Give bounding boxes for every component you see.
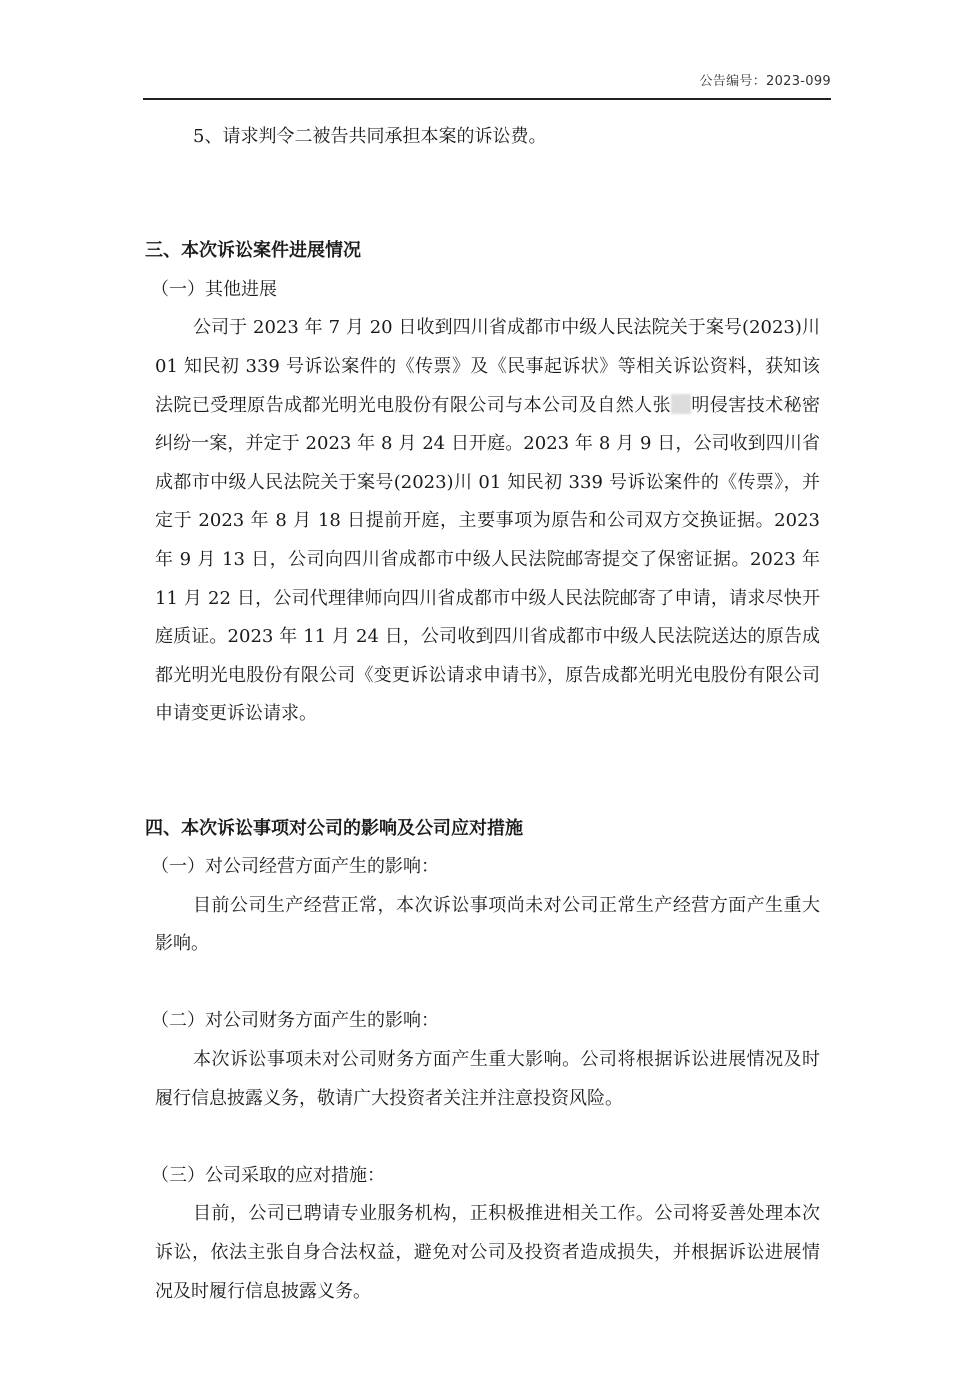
- section-4-3-paragraph: 目前，公司已聘请专业服务机构，正积极推进相关工作。公司将妥善处理本次诉讼，依法主张自身合法权益，避免对公司及投资者造成损失，并根据诉讼进展情况及时履行信息披露义务。: [155, 1203, 820, 1302]
- section-3-heading: 三、本次诉讼案件进展情况: [145, 240, 361, 262]
- spacer: [155, 1118, 820, 1157]
- section-4-2-paragraph: 本次诉讼事项未对公司财务方面产生重大影响。公司将根据诉讼进展情况及时履行信息披露义务，敬请广大投资者关注并注意投资风险。: [155, 1049, 820, 1109]
- spacer: [155, 773, 820, 810]
- page-header: [143, 68, 831, 100]
- section-4-3-label: （三）公司采取的应对措施：: [151, 1164, 385, 1186]
- announcement-number: 公告编号：2023-099: [699, 74, 831, 89]
- section-3-1-label: （一）其他进展: [151, 278, 277, 300]
- document-body: [145, 118, 820, 1311]
- section-4-2-label: （二）对公司财务方面产生的影响：: [151, 1010, 439, 1032]
- section-4-1-label: （一）对公司经营方面产生的影响：: [151, 856, 439, 878]
- section-4-heading: 四、本次诉讼事项对公司的影响及公司应对措施: [145, 817, 523, 839]
- spacer: [155, 964, 820, 1003]
- spacer: [155, 734, 820, 773]
- section-3-1-paragraph: [155, 309, 820, 734]
- request-item-5: 5、请求判令二被告共同承担本案的诉讼费。: [193, 126, 547, 147]
- redacted-name-block: [671, 394, 691, 414]
- header-divider: [143, 98, 831, 100]
- spacer: [155, 157, 820, 196]
- paragraph-text-part-2: 明侵害技术秘密纠纷一案，并定于 2023 年 8 月 24 日开庭。2023 年 8 月 9 日，公司收到四川省成都市中级人民法院关于案号(2023)川 01 知民初 339 号诉讼案件的《传票》，并定于 2023 年 8 月 18 日提前开庭，主要事项为原告和公司双方交换证据。2023 年 9 月 13 日，公司向四川省成都市中级人民法院邮寄提交了保密证据。2023 年 11 月 22 日，公司代理律师向四川省成都市中级人民法院邮寄了申请，请求尽快开庭质证。2023 年 11 月 24 日，公司收到四川省成都市中级人民法院送达的原告成都光明光电股份有限公司《变更诉讼请求申请书》，原告成都光明光电股份有限公司申请变更诉讼请求。: [155, 394, 820, 725]
- spacer: [155, 195, 820, 232]
- section-4-1-paragraph: 目前公司生产经营正常，本次诉讼事项尚未对公司正常生产经营方面产生重大影响。: [155, 894, 820, 955]
- paragraph-text-part-1: 公司于 2023 年 7 月 20 日收到四川省成都市中级人民法院关于案号(2023)川 01 知民初 339 号诉讼案件的《传票》及《民事起诉状》等相关诉讼资料，获知该法院已受理原告成都光明光电股份有限公司与本公司及自然人张: [155, 317, 820, 416]
